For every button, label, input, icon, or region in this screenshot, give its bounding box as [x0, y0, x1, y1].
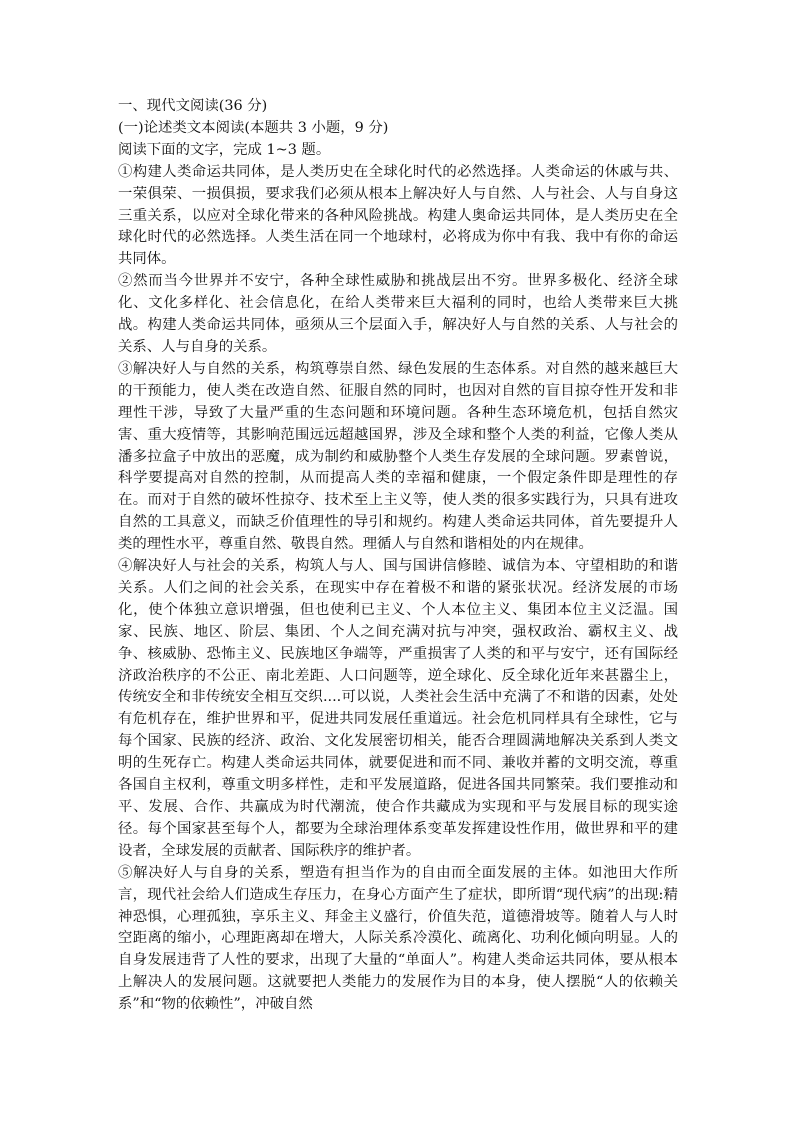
paragraph-1: ①构建人类命运共同体，是人类历史在全球化时代的必然选择。人类命运的休戚与共、一荣俱荣、一损俱损，要求我们必须从根本上解决好人与自然、人与社会、人与自身这三重关系，以应对全球化带来的各种风险挑战。构建人奥命运共同体，是人类历史在全球化时代的必然选择。人类生活在同一个地球村，必将成为你中有我、我中有你的命运共同体。 [118, 163, 678, 268]
reading-passage [118, 96, 678, 1016]
reading-instruction: 阅读下面的文字，完成 1~3 题。 [118, 141, 331, 158]
section-heading: 一、现代文阅读(36 分) [118, 98, 268, 114]
paragraph-3: ③解决好人与自然的关系，构筑尊崇自然、绿色发展的生态体系。对自然的越来越巨大的干预能力，使人类在改造自然、征服自然的同时，也因对自然的盲目掠夺性开发和非理性干涉，导致了大量严重的生态问题和环境问题。各种生态环境危机，包括自然灾害、重大疫情等，其影响范围远远超越国界，涉及全球和整个人类的利益，它像人类从潘多拉盒子中放出的恶魔，成为制约和威胁整个人类生存发展的全球问题。罗素曾说，科学要提高对自然的控制，从而提高人类的幸福和健康，一个假定条件即是理性的存在。而对于自然的破坏性掠夺、技术至上主义等，使人类的很多实践行为，只具有进攻自然的工具意义，而缺乏价值理性的导引和规约。构建人类命运共同体，首先要提升人类的理性水平，尊重自然、敬畏自然。理循人与自然和谐相处的内在规律。 [118, 360, 678, 553]
paragraph-5: ⑤解决好人与自身的关系，塑造有担当作为的自由而全面发展的主体。如池田大作所言，现代社会给人们造成生存压力，在身心方面产生了症状，即所谓“现代病”的出现:精神恐惧，心理孤独，享乐主义、拜金主义盛行，价值失范，道德滑坡等。随着人与人时空距离的缩小，心理距离却在增大，人际关系冷漠化、疏离化、功利化倾向明显。人的自身发展违背了人性的要求，出现了大量的“单面人”。构建人类命运共同体，要从根本上解决人的发展问题。这就要把人类能力的发展作为目的本身，使人摆脱“人的依赖关系”和“物的依赖性”，冲破自然 [118, 864, 678, 1013]
paragraph-4: ④解决好人与社会的关系，构筑人与人、国与国讲信修睦、诚信为本、守望相助的和谐关系。人们之间的社会关系，在现实中存在着极不和谐的紧张状况。经济发展的市场化，使个体独立意识增强，但也使利已主义、个人本位主义、集团本位主义泛温。国家、民族、地区、阶层、集团、个人之间充满对抗与冲突，强权政治、霸权主义、战争、核威胁、恐怖主义、民族地区争端等，严重损害了人类的和平与安宁，还有国际经济政治秩序的不公正、南北差距、人口问题等，逆全球化、反全球化近年来甚嚣尘上，传统安全和非传统安全相互交织....可以说，人类社会生活中充满了不和谐的因素，处处有危机存在，维护世界和平，促进共同发展任重道远。社会危机同样具有全球性，它与每个国家、民族的经济、政治、文化发展密切相关，能否合理圆满地解决关系到人类文明的生死存亡。构建人类命运共同体，就要促进和而不同、兼收并蓄的文明交流，尊重各国自主权利，尊重文明多样性，走和平发展道路，促进各国共同繁荣。我们要推动和平、发展、合作、共赢成为时代潮流，使合作共藏成为实现和平与发展目标的现实途径。每个国家甚至每个人，都要为全球治理体系变革发挥建设性作用，做世界和平的建设者，全球发展的贡献者、国际秩序的维护者。 [118, 558, 678, 859]
paragraph-2: ②然而当今世界并不安宁，各种全球性威胁和挑战层出不穷。世界多极化、经济全球化、文化多样化、社会信息化，在给人类带来巨大福利的同时，也给人类带来巨大挑战。构建人类命运共同体，亟须从三个层面入手，解决好人与自然的关系、人与社会的关系、人与自身的关系。 [118, 273, 678, 355]
subsection-heading: (一)论述类文本阅读(本题共 3 小题，9 分) [118, 119, 389, 136]
